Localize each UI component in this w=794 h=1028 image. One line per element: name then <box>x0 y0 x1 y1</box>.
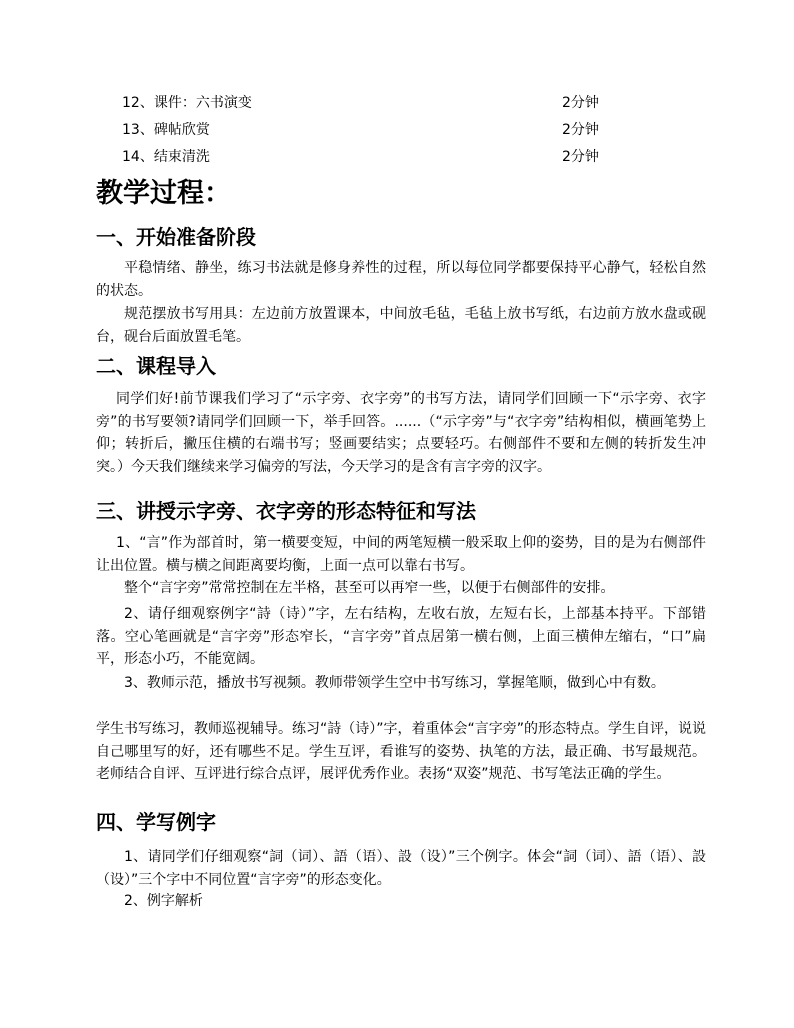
prep-paragraph-2: 规范摆放书写用具：左边前方放置课本，中间放毛毡，毛毡上放书写纸，右边前方放水盘或砚台，砚台后面放置毛笔。 <box>96 306 706 345</box>
teach-paragraph-2: 整个“言字旁”常常控制在左半格，甚至可以再窄一些，以便于右侧部件的安排。 <box>124 580 615 596</box>
schedule-duration: 2分钟 <box>562 149 599 165</box>
schedule-item: 14、结束清洗 <box>122 149 210 165</box>
main-heading: 教学过程： <box>96 178 231 209</box>
section-heading-teach: 三、讲授示字旁、衣字旁的形态特征和写法 <box>96 499 476 523</box>
intro-paragraph-1: 同学们好!前节课我们学习了“示字旁、衣字旁”的书写方法，请同学们回顾一下“示字旁、衣字旁”的书写要领?请同学们回顾一下，举手回答。......（“示字旁”与“衣字旁”结构相似，横画笔势上仰；转折后，撇压住横的右端书写；竖画要结实；点要轻巧。右侧部件不要和左侧的转折发生冲突。）今天我们继续来学习偏旁的写法，今天学习的是含有言字旁的汉字。 <box>96 391 706 475</box>
examples-paragraph-1: 1、请同学们仔细观察“詞（词）、語（语）、設（设）”三个例字。体会“詞（词）、語（语）、設（设）”三个字中不同位置“言字旁”的形态变化。 <box>96 849 706 888</box>
teach-paragraph-3: 2、请仔细观察例字“詩（诗）”字，左右结构，左收右放，左短右长，上部基本持平。下部错落。空心笔画就是“言字旁”形态窄长，“言字旁”首点居第一横右侧，上面三横伸左缩右，“口”扁平，形态小巧，不能宽阔。 <box>96 606 706 667</box>
schedule-row <box>122 92 682 114</box>
teach-paragraph-4: 3、教师示范，播放书写视频。教师带领学生空中书写练习，掌握笔顺，做到心中有数。 <box>124 675 665 691</box>
teach-paragraph-1: 1、“言”作为部首时，第一横要变短，中间的两笔短横一般采取上仰的姿势，目的是为右侧部件让出位置。横与横之间距离要均衡，上面一点可以靠右书写。 <box>96 535 706 574</box>
schedule-row <box>122 119 682 141</box>
schedule-item: 13、碑帖欣赏 <box>122 122 210 138</box>
examples-paragraph-2: 2、例字解析 <box>124 893 203 909</box>
section-heading-prep: 一、开始准备阶段 <box>96 225 256 249</box>
schedule-duration: 2分钟 <box>562 95 599 111</box>
teach-paragraph-5: 学生书写练习，教师巡视辅导。练习“詩（诗）”字，着重体会“言字旁”的形态特点。学生自评，说说自己哪里写的好，还有哪些不足。学生互评，看谁写的姿势、执笔的方法，最正确、书写最规范。老师结合自评、互评进行综合点评，展评优秀作业。表扬“双姿”规范、书写笔法正确的学生。 <box>96 721 707 782</box>
schedule-duration: 2分钟 <box>562 122 599 138</box>
prep-paragraph-1: 平稳情绪、静坐，练习书法就是修身养性的过程，所以每位同学都要保持平心静气，轻松自然的状态。 <box>96 260 706 299</box>
section-heading-examples: 四、学写例字 <box>96 810 216 834</box>
schedule-item: 12、课件：六书演变 <box>122 95 252 111</box>
section-heading-intro: 二、课程导入 <box>96 354 216 378</box>
schedule-row <box>122 146 682 168</box>
